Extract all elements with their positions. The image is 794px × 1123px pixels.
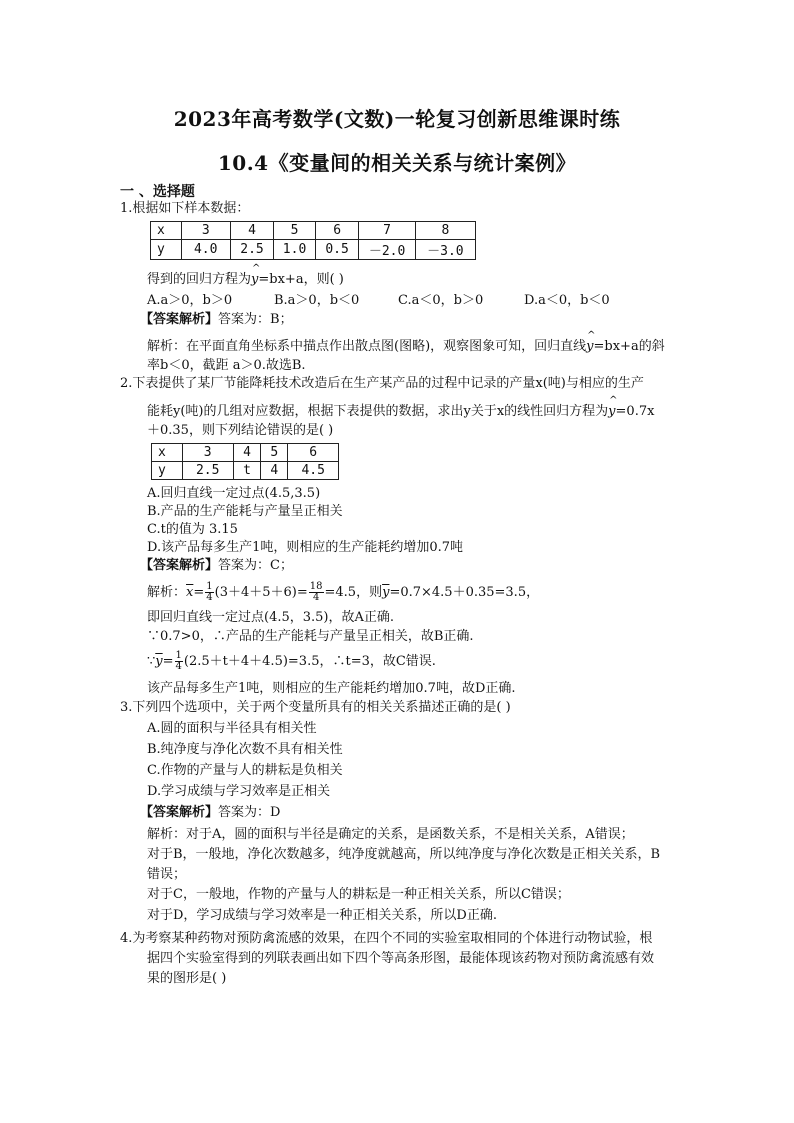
- fraction: $\frac{18}{4}$: [309, 581, 323, 603]
- question-2-stem-line-3: ＋0.35，则下列结论错误的是( ): [147, 423, 334, 438]
- table-cell: x: [151, 222, 182, 240]
- question-1-explanation-line-1: 解析：在平面直角坐标系中描点作出散点图(图略)，观察图象可知，回归直线^ y=bx+a的斜: [147, 338, 665, 356]
- question-3-explanation-line-5: 对于D，学习成绩与学习效率是一种正相关关系，所以D正确.: [147, 908, 497, 923]
- question-3-explanation-line-2: 对于B，一般地，净化次数越多，纯净度就越高，所以纯净度与净化次数是正相关关系，B: [147, 847, 661, 862]
- table-cell: 5: [261, 444, 288, 462]
- question-3-option-c: C.作物的产量与人的耕耘是负相关: [147, 763, 343, 778]
- question-3-option-a: A.圆的面积与半径具有相关性: [147, 721, 317, 736]
- question-3-explanation-line-4: 对于C，一般地，作物的产量与人的耕耘是一种正相关关系，所以C错误；: [147, 887, 570, 902]
- question-2-explanation-line-2: 即回归直线一定过点(4.5，3.5)，故A正确.: [147, 610, 395, 625]
- table-cell: x: [152, 444, 183, 462]
- question-2-option-b: B.产品的生产能耗与产量呈正相关: [147, 504, 343, 519]
- table-cell: －2.0: [359, 240, 415, 260]
- question-2-explanation-line-3: ∵0.7>0，∴产品的生产能耗与产量呈正相关，故B正确.: [147, 629, 474, 644]
- table-cell: 6: [315, 222, 358, 240]
- y-hat-symbol: ^ y: [608, 403, 615, 421]
- table-cell: 2.5: [230, 240, 273, 260]
- answer-tag: 【答案解析】: [140, 805, 219, 820]
- table-cell: 5: [274, 222, 316, 240]
- table-cell: y: [152, 462, 183, 480]
- table-cell: 3: [181, 222, 230, 240]
- question-1-stem: 1.根据如下样本数据：: [120, 201, 250, 216]
- question-3-answer: 【答案解析】答案为：D: [140, 805, 281, 820]
- question-2-stem-line-1: 2.下表提供了某厂节能降耗技术改造后在生产某产品的过程中记录的产量x(吨)与相应的生产: [120, 376, 644, 391]
- question-3-option-d: D.学习成绩与学习效率是正相关: [147, 784, 331, 799]
- question-3-explanation-line-3: 错误；: [147, 867, 187, 882]
- y-hat-symbol: ^ y: [251, 271, 258, 289]
- question-3-stem: 3.下列四个选项中，关于两个变量所具有的相关关系描述正确的是( ): [120, 700, 511, 715]
- table-cell: 2.5: [182, 462, 233, 480]
- question-2-explanation-line-4: $\because\overline{y}=$ $\frac{1}{4}$ (2.5＋t＋4＋4.5)=3.5，∴t=3，故C错误.: [147, 650, 436, 672]
- table-cell: 4: [261, 462, 288, 480]
- x-bar-symbol: $\overline{x}$: [186, 585, 194, 600]
- table-cell: 6: [288, 444, 339, 462]
- question-2-explanation-line-1: 解析：$\overline{x}=$ $\frac{1}{4}$ (3＋4＋5＋6)= $\frac{18}{4}$ =4.5，则$\overline{y}=0.7\times 4.5+0.35=3.5$，: [147, 581, 540, 603]
- question-2-option-a: A.回归直线一定过点(4.5,3.5): [147, 486, 321, 501]
- question-1-explanation-line-2: 率b＜0，截距 a＞0.故选B.: [147, 358, 306, 373]
- question-1-equation: 得到的回归方程为^ y=bx+a，则( ): [147, 271, 344, 289]
- y-bar-symbol: $\overline{y}$: [382, 585, 390, 600]
- table-cell: －3.0: [415, 240, 475, 260]
- table-cell: 4.5: [288, 462, 339, 480]
- question-2-option-d: D.该产品每多生产1吨，则相应的生产能耗约增加0.7吨: [147, 540, 464, 555]
- table-cell: 3: [182, 444, 233, 462]
- table-row: [152, 462, 339, 480]
- question-3-explanation-line-1: 解析：对于A，圆的面积与半径是确定的关系，是函数关系，不是相关关系，A错误；: [147, 827, 634, 842]
- question-1-option-d: D.a＜0，b＜0: [524, 293, 610, 308]
- question-2-answer: 【答案解析】答案为：C；: [140, 558, 293, 573]
- question-2-option-c: C.t的值为 3.15: [147, 522, 238, 537]
- table-cell: y: [151, 240, 182, 260]
- y-hat-symbol: ^ y: [586, 338, 593, 356]
- question-2-table: [151, 443, 339, 480]
- table-row: [151, 222, 476, 240]
- table-row: [151, 240, 476, 260]
- answer-tag: 【答案解析】: [140, 558, 219, 573]
- page-title: 2023年高考数学(文数)一轮复习创新思维课时练: [173, 107, 621, 131]
- question-1-answer: 【答案解析】答案为：B；: [140, 312, 293, 327]
- page-subtitle: 10.4《变量间的相关关系与统计案例》: [217, 151, 577, 175]
- section-heading: 一 、选择题: [120, 184, 195, 200]
- question-1-table: [150, 221, 476, 260]
- table-cell: 8: [415, 222, 475, 240]
- question-2-stem-line-2: 能耗y(吨)的几组对应数据，根据下表提供的数据，求出y关于x的线性回归方程为^ y=0.7x: [147, 403, 654, 421]
- table-cell: t: [233, 462, 260, 480]
- table-cell: 4: [233, 444, 260, 462]
- question-4-stem-line-3: 果的图形是( ): [147, 971, 227, 986]
- table-cell: 4: [230, 222, 273, 240]
- table-row: [152, 444, 339, 462]
- table-cell: 4.0: [181, 240, 230, 260]
- fraction: $\frac{1}{4}$: [175, 650, 182, 672]
- table-cell: 7: [359, 222, 415, 240]
- table-cell: 1.0: [274, 240, 316, 260]
- table-cell: 0.5: [315, 240, 358, 260]
- answer-tag: 【答案解析】: [140, 312, 219, 327]
- question-4-stem-line-1: 4.为考察某种药物对预防禽流感的效果，在四个不同的实验室取相同的个体进行动物试验，根: [120, 931, 653, 946]
- question-3-option-b: B.纯净度与净化次数不具有相关性: [147, 742, 343, 757]
- question-2-explanation-line-5: 该产品每多生产1吨，则相应的生产能耗约增加0.7吨，故D正确.: [147, 681, 516, 696]
- y-bar-symbol: $\overline{y}$: [155, 654, 163, 669]
- fraction: $\frac{1}{4}$: [206, 581, 213, 603]
- question-1-option-a: A.a＞0，b＞0: [147, 293, 233, 308]
- question-1-option-c: C.a＜0，b＞0: [398, 293, 484, 308]
- question-1-option-b: B.a＞0，b＜0: [274, 293, 360, 308]
- question-4-stem-line-2: 据四个实验室得到的列联表画出如下四个等高条形图，最能体现该药物对预防禽流感有效: [147, 951, 655, 966]
